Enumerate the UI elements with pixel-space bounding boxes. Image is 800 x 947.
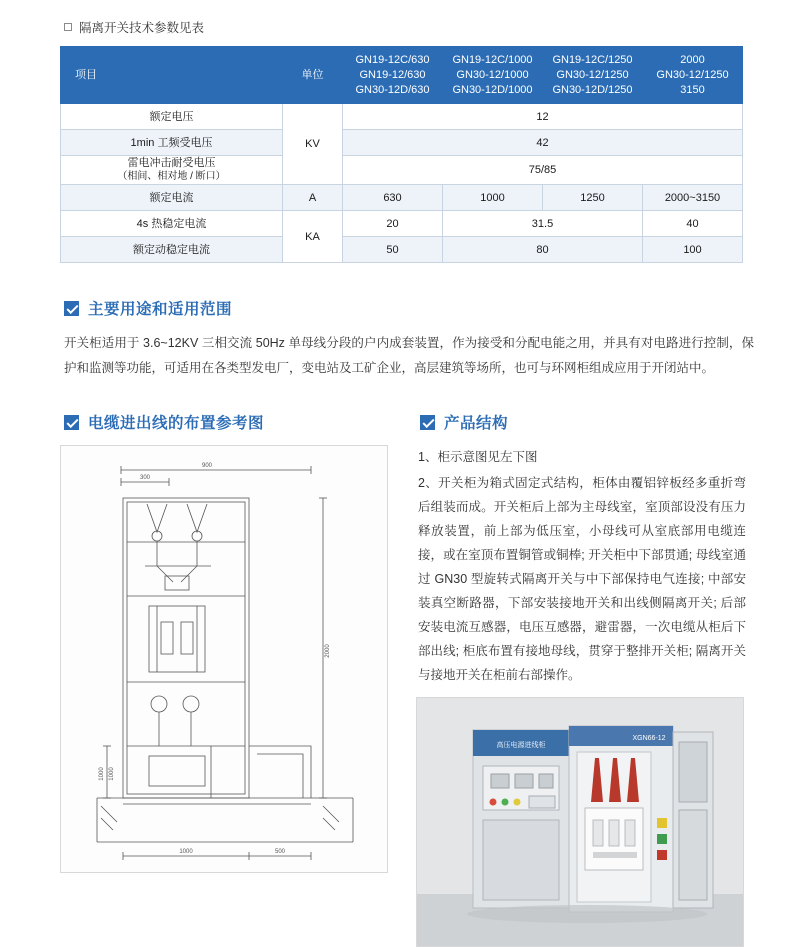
spec-table bbox=[60, 46, 743, 263]
row-label: 1min 工频受电压 bbox=[61, 130, 283, 156]
row-unit-a: A bbox=[283, 185, 343, 211]
row-value: 50 bbox=[343, 237, 443, 263]
row-value: 630 bbox=[343, 185, 443, 211]
cable-section-heading bbox=[64, 411, 390, 433]
structure-item-1: 1、柜示意图见左下图 bbox=[418, 450, 538, 464]
dim-top: 900 bbox=[201, 463, 213, 469]
check-flag-icon bbox=[64, 415, 79, 430]
row-value: 42 bbox=[343, 130, 743, 156]
row-value: 80 bbox=[443, 237, 643, 263]
dim-right: 2000 bbox=[325, 644, 331, 658]
row-value: 12 bbox=[343, 104, 743, 130]
usage-title: 主要用途和适用范围 bbox=[88, 301, 233, 318]
header-model-2000: 2000 GN30-12/1250 3150 bbox=[643, 47, 743, 104]
structure-section-heading bbox=[420, 411, 746, 433]
check-flag-icon bbox=[64, 301, 79, 316]
table-row bbox=[61, 130, 743, 156]
product-photo-svg bbox=[417, 698, 744, 947]
cable-drawing-svg bbox=[61, 446, 388, 873]
row-unit-ka: KA bbox=[283, 211, 343, 263]
product-photo bbox=[416, 697, 744, 947]
header-model-1000: GN19-12C/1000 GN30-12/1000 GN30-12D/1000 bbox=[443, 47, 543, 104]
dim-bottom-right: 500 bbox=[274, 849, 286, 855]
photo-model-label: XGN66-12 bbox=[632, 735, 666, 742]
row-label: 额定电压 bbox=[61, 104, 283, 130]
row-value: 1250 bbox=[543, 185, 643, 211]
header-model-630: GN19-12C/630 GN19-12/630 GN30-12D/630 bbox=[343, 47, 443, 104]
header-unit: 单位 bbox=[283, 47, 343, 104]
dim-bottom-main: 1000 bbox=[179, 849, 193, 855]
check-flag-icon bbox=[420, 415, 435, 430]
two-column-area bbox=[60, 411, 768, 947]
dim-top-left: 300 bbox=[139, 475, 151, 481]
usage-section-heading bbox=[64, 297, 768, 319]
row-value: 75/85 bbox=[343, 156, 743, 185]
row-label: 额定动稳定电流 bbox=[61, 237, 283, 263]
table-row bbox=[61, 156, 743, 185]
table-row bbox=[61, 211, 743, 237]
row-value: 2000~3150 bbox=[643, 185, 743, 211]
row-label: 4s 热稳定电流 bbox=[61, 211, 283, 237]
structure-title: 产品结构 bbox=[444, 415, 509, 432]
table-row bbox=[61, 185, 743, 211]
header-model-1250: GN19-12C/1250 GN30-12/1250 GN30-12D/1250 bbox=[543, 47, 643, 104]
structure-item-2: 2、开关柜为箱式固定式结构，柜体由覆铝锌板经多重折弯后组装而成。开关柜后上部为主母线室，室顶部设没有压力释放装置，前上部为低压室，小母线可从室底部用电缆连接，或在室顶布置铜管或铜棒; 开关柜中下部贯通; 母线室通过 GN30 型旋转式隔离开关与中下部保持电气连接; 中部安装真空断路器，下部安装接地开关和出线侧隔离开关; 后部安装电流互感器，电压互感器，避雷器，一次电缆从柜后下部出线; 柜底布置有接地母线，贯穿于整排开关柜; 隔离开关与接地开关在柜前右部操作。 bbox=[418, 476, 746, 682]
row-value: 1000 bbox=[443, 185, 543, 211]
row-value: 40 bbox=[643, 211, 743, 237]
structure-column bbox=[416, 411, 746, 947]
table-row bbox=[61, 237, 743, 263]
table-header-row bbox=[61, 47, 743, 104]
cable-title: 电缆进出线的布置参考图 bbox=[88, 415, 265, 432]
dim-bottom-left2: 1000 bbox=[109, 767, 115, 781]
row-value: 31.5 bbox=[443, 211, 643, 237]
usage-paragraph: 开关柜适用于 3.6~12KV 三相交流 50Hz 单母线分段的户内成套装置，作为接受和分配电能之用，并具有对电路进行控制，保护和监测等功能，可适用在各类型发电厂，变电站及工矿企业，高层建筑等场所，也可与环网柜组成应用于开闭站中。 bbox=[64, 336, 754, 375]
structure-text bbox=[418, 445, 746, 687]
cable-layout-drawing bbox=[60, 445, 388, 873]
row-unit-kv: KV bbox=[283, 104, 343, 185]
row-label: 雷电冲击耐受电压 （相间、相对地 / 断口） bbox=[61, 156, 283, 185]
table-caption-text: 隔离开关技术参数见表 bbox=[79, 21, 205, 35]
caption-square-icon bbox=[64, 23, 72, 31]
dim-bottom-left: 1000 bbox=[99, 767, 105, 781]
row-value: 100 bbox=[643, 237, 743, 263]
photo-panel-title: 高压电源进线柜 bbox=[496, 742, 546, 749]
table-row bbox=[61, 104, 743, 130]
row-label: 额定电流 bbox=[61, 185, 283, 211]
table-caption bbox=[64, 18, 768, 36]
row-value: 20 bbox=[343, 211, 443, 237]
cable-column bbox=[60, 411, 390, 947]
header-item: 项目 bbox=[61, 47, 283, 104]
